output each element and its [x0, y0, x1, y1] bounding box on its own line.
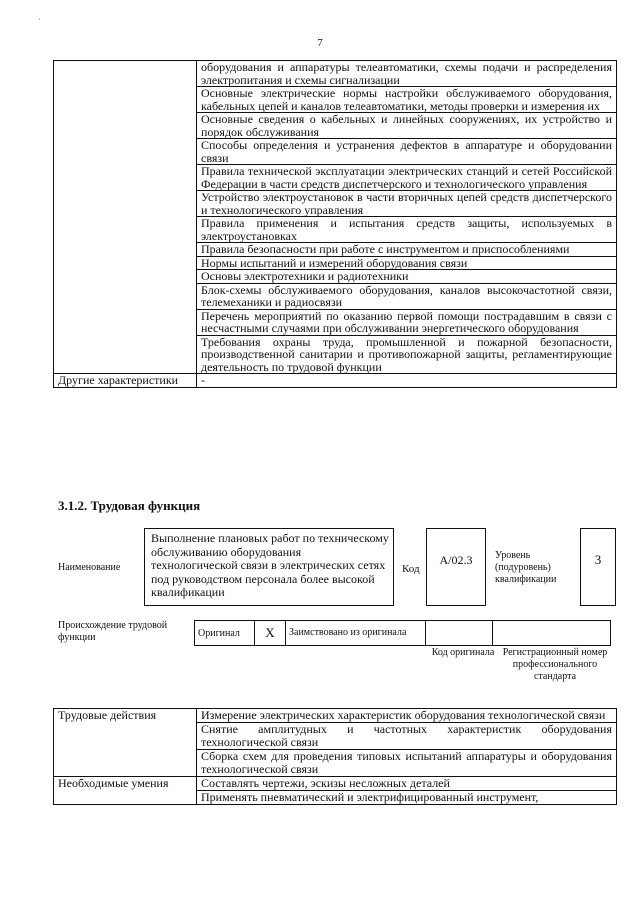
function-name: Выполнение плановых работ по техническому обслуживанию оборудования технологической связи в электрических сетях под руководством персонала более высокой квалификации	[151, 531, 389, 599]
knowledge-item: Основные сведения о кабельных и линейных сооружениях, их устройство и порядок обслуживания	[197, 113, 617, 139]
scan-artifact: ·	[38, 15, 41, 24]
label-cell-empty	[54, 61, 197, 374]
knowledge-item: Правила применения и испытания средств защиты, используемых в электроустановках	[197, 217, 617, 243]
table-row	[54, 777, 617, 791]
origin-label: Происхождение трудовой функции	[58, 620, 168, 643]
code-value: A/02.3	[439, 553, 473, 567]
knowledge-item: Основные электрические нормы настройки обслуживаемого оборудования, кабельных цепей и каналов телеавтоматики, методы проверки и измерения их	[197, 87, 617, 113]
origin-table	[194, 620, 611, 646]
knowledge-table	[53, 60, 617, 388]
borrowed-label: Заимствовано из оригинала	[286, 621, 426, 646]
original-code-cell	[426, 621, 493, 646]
knowledge-item: Требования охраны труда, промышленной и пожарной безопасности, производственной санитарии и противопожарной защиты, регламентирующие деятельность по трудовой функции	[197, 335, 617, 374]
code-box	[426, 528, 486, 606]
knowledge-item: Правила технической эксплуатации электрических станций и сетей Российской Федерации в части средств диспетчерского и технологического управления	[197, 165, 617, 191]
action-item: Измерение электрических характеристик оборудования технологической связи	[197, 709, 617, 723]
registration-number-cell	[493, 621, 611, 646]
table-row	[54, 61, 617, 87]
table-row	[195, 621, 611, 646]
original-mark: X	[255, 621, 286, 646]
skill-item: Составлять чертежи, эскизы несложных деталей	[197, 777, 617, 791]
action-item: Сборка схем для проведения типовых испытаний аппаратуры и оборудования технологической связи	[197, 750, 617, 777]
other-characteristics-value: -	[197, 374, 617, 388]
knowledge-item: Правила безопасности при работе с инструментом и приспособлениями	[197, 243, 617, 257]
original-label: Оригинал	[195, 621, 255, 646]
knowledge-item: Способы определения и устранения дефектов в аппаратуре и оборудовании связи	[197, 139, 617, 165]
knowledge-item: Блок-схемы обслуживаемого оборудования, каналов высокочастотной связи, телемеханики и радиосвязи	[197, 283, 617, 309]
action-item: Снятие амплитудных и частотных характеристик оборудования технологической связи	[197, 723, 617, 750]
code-caption: Код оригинала	[431, 647, 495, 658]
table-row	[54, 374, 617, 388]
knowledge-item: оборудования и аппаратуры телеавтоматики, схемы подачи и распределения электропитания и схемы сигнализации	[197, 61, 617, 87]
level-label: Уровень (подуровень) квалификации	[495, 550, 557, 585]
code-label: Код	[402, 563, 420, 575]
skill-item: Применять пневматический и электрифицированный инструмент,	[197, 791, 617, 805]
skills-label: Необходимые умения	[54, 777, 197, 805]
knowledge-item: Перечень мероприятий по оказанию первой помощи пострадавшим в связи с несчастными случаями при обслуживании энергетического оборудования	[197, 309, 617, 335]
actions-label: Трудовые действия	[54, 709, 197, 777]
knowledge-item: Устройство электроустановок в части вторичных цепей средств диспетчерского и технологического управления	[197, 191, 617, 217]
actions-table	[53, 708, 617, 805]
registration-caption: Регистрационный номер профессионального стандарта	[502, 647, 608, 682]
knowledge-item: Основы электротехники и радиотехники	[197, 270, 617, 284]
knowledge-item: Нормы испытаний и измерений оборудования связи	[197, 256, 617, 270]
name-label: Наименование	[58, 562, 121, 573]
table-row	[54, 709, 617, 723]
level-box	[580, 528, 616, 606]
section-heading: 3.1.2. Трудовая функция	[58, 498, 201, 513]
other-characteristics-label: Другие характеристики	[54, 374, 197, 388]
level-value: 3	[594, 552, 602, 567]
page-number: 7	[317, 37, 323, 49]
function-name-box	[144, 528, 394, 606]
